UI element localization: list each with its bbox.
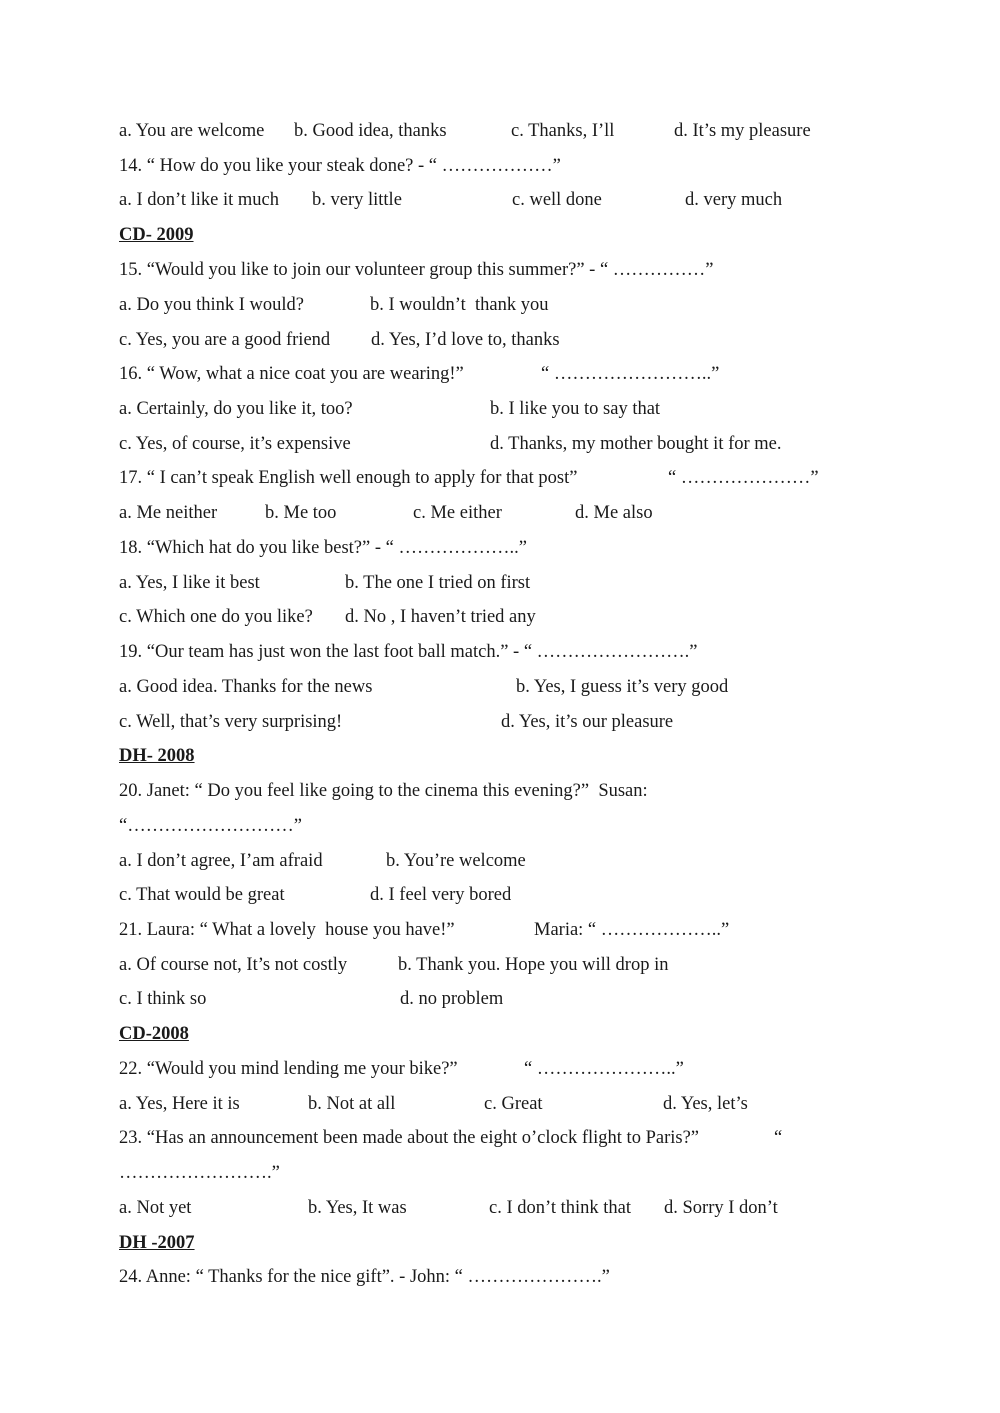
option-a: a. Yes, I like it best bbox=[119, 573, 260, 593]
option-a: a. Me neither bbox=[119, 503, 218, 523]
option-c: c. Thanks, I’ll bbox=[511, 121, 615, 141]
option-d: d. I feel very bored bbox=[370, 885, 512, 905]
option-a: a. Do you think I would? bbox=[119, 295, 304, 315]
section-header-cd-2008: CD-2008 bbox=[119, 1024, 189, 1044]
question-20-blank: “………………………” bbox=[119, 816, 302, 836]
question-text: 23. “Has an announcement been made about the eight o’clock flight to Paris?” bbox=[119, 1128, 699, 1148]
question-14: 14. “ How do you like your steak done? - “ ………………” bbox=[119, 156, 561, 176]
option-a: a. Not yet bbox=[119, 1198, 192, 1218]
section-header-dh-2008: DH- 2008 bbox=[119, 746, 195, 766]
option-d: d. Thanks, my mother bought it for me. bbox=[490, 434, 782, 454]
option-b: b. very little bbox=[312, 190, 402, 210]
question-24: 24. Anne: “ Thanks for the nice gift”. - John: “ ………………….” bbox=[119, 1267, 610, 1287]
option-c: c. Well, that’s very surprising! bbox=[119, 712, 343, 732]
option-c: c. I don’t think that bbox=[489, 1198, 631, 1218]
answer-blank: “ …………………..” bbox=[524, 1059, 684, 1079]
answer-quote: “ bbox=[774, 1128, 783, 1148]
question-text: 17. “ I can’t speak English well enough to apply for that post” bbox=[119, 468, 578, 488]
option-b: b. Not at all bbox=[308, 1094, 396, 1114]
option-c: c. That would be great bbox=[119, 885, 285, 905]
option-c: c. Me either bbox=[413, 503, 502, 523]
question-19: 19. “Our team has just won the last foot ball match.” - “ …………………….” bbox=[119, 642, 698, 662]
section-header-cd-2009: CD- 2009 bbox=[119, 225, 194, 245]
option-d: d. Me also bbox=[575, 503, 653, 523]
option-c: c. Great bbox=[484, 1094, 543, 1114]
option-c: c. well done bbox=[512, 190, 602, 210]
answer-blank: Maria: “ ………………..” bbox=[534, 920, 730, 940]
option-b: b. You’re welcome bbox=[386, 851, 526, 871]
option-b: b. I like you to say that bbox=[490, 399, 661, 419]
option-d: d. no problem bbox=[400, 989, 504, 1009]
answer-blank: “ ……………………..” bbox=[541, 364, 720, 384]
option-d: d. No , I haven’t tried any bbox=[345, 607, 536, 627]
option-a: a. Yes, Here it is bbox=[119, 1094, 240, 1114]
option-b: b. I wouldn’t thank you bbox=[370, 295, 549, 315]
option-b: b. Good idea, thanks bbox=[294, 121, 447, 141]
question-23-blank: …………………….” bbox=[119, 1163, 280, 1183]
option-d: d. very much bbox=[685, 190, 783, 210]
option-a: a. You are welcome bbox=[119, 121, 265, 141]
section-header-dh-2007: DH -2007 bbox=[119, 1233, 195, 1253]
option-b: b. The one I tried on first bbox=[345, 573, 531, 593]
question-15: 15. “Would you like to join our volunteer group this summer?” - “ ……………” bbox=[119, 260, 714, 280]
option-a: a. I don’t like it much bbox=[119, 190, 279, 210]
option-b: b. Yes, I guess it’s very good bbox=[516, 677, 729, 697]
option-d: d. It’s my pleasure bbox=[674, 121, 811, 141]
option-a: a. I don’t agree, I’am afraid bbox=[119, 851, 323, 871]
option-a: a. Of course not, It’s not costly bbox=[119, 955, 348, 975]
option-c: c. Yes, of course, it’s expensive bbox=[119, 434, 351, 454]
option-c: c. Which one do you like? bbox=[119, 607, 313, 627]
option-a: a. Good idea. Thanks for the news bbox=[119, 677, 373, 697]
question-20: 20. Janet: “ Do you feel like going to the cinema this evening?” Susan: bbox=[119, 781, 648, 801]
option-a: a. Certainly, do you like it, too? bbox=[119, 399, 353, 419]
question-18: 18. “Which hat do you like best?” - “ ………………..” bbox=[119, 538, 527, 558]
option-d: d. Sorry I don’t bbox=[664, 1198, 778, 1218]
option-d: d. Yes, it’s our pleasure bbox=[501, 712, 674, 732]
option-d: d. Yes, let’s bbox=[663, 1094, 748, 1114]
option-b: b. Me too bbox=[265, 503, 337, 523]
option-b: b. Yes, It was bbox=[308, 1198, 407, 1218]
answer-blank: “ …………………” bbox=[668, 468, 819, 488]
question-text: 22. “Would you mind lending me your bike?” bbox=[119, 1059, 458, 1079]
option-d: d. Yes, I’d love to, thanks bbox=[371, 330, 560, 350]
question-text: 16. “ Wow, what a nice coat you are wearing!” bbox=[119, 364, 464, 384]
question-text: 21. Laura: “ What a lovely house you have!” bbox=[119, 920, 455, 940]
option-b: b. Thank you. Hope you will drop in bbox=[398, 955, 669, 975]
option-c: c. Yes, you are a good friend bbox=[119, 330, 331, 350]
option-c: c. I think so bbox=[119, 989, 207, 1009]
